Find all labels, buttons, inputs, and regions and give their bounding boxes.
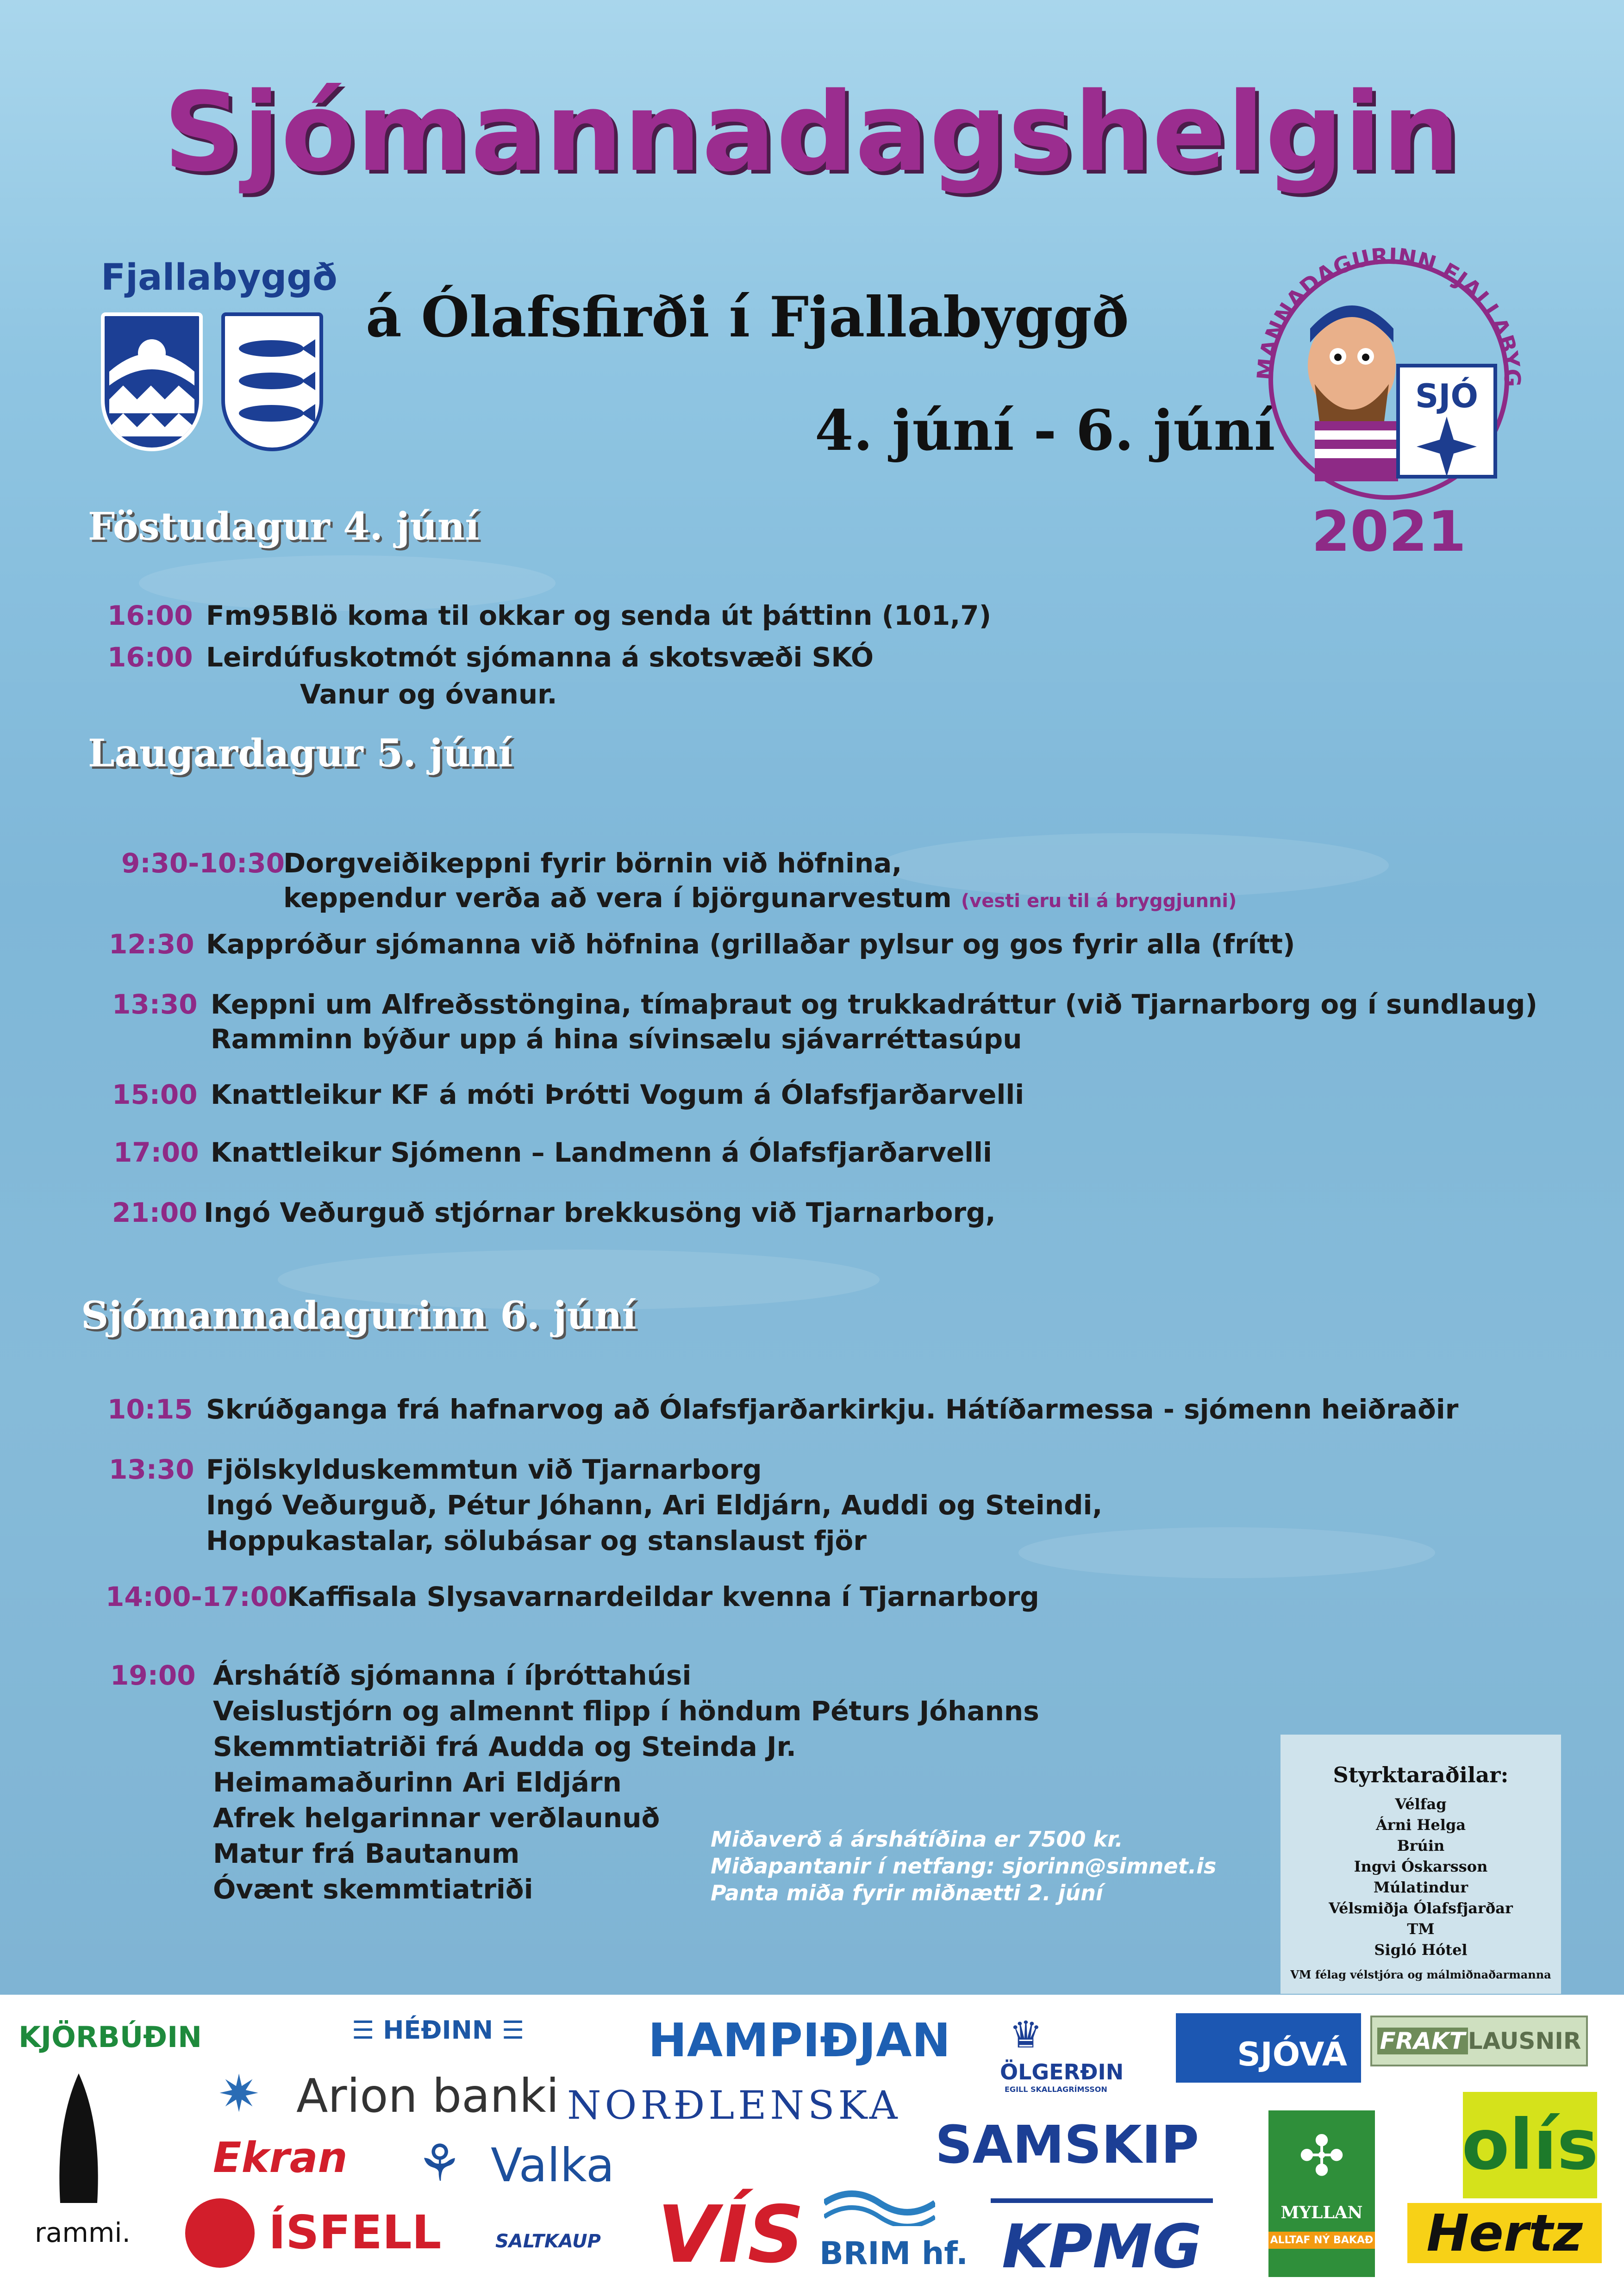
event-text: Fm95Blö koma til okkar og senda út þáttinn (101,7) (206, 600, 992, 631)
logo-frakt-text: FRAKT (1377, 2028, 1468, 2054)
event-text: Fjölskylduskemmtun við Tjarnarborg (206, 1454, 762, 1485)
day-heading-sunday: Sjómannadagurinn 6. júní (81, 1294, 637, 1338)
logo-kpmg: KPMG (991, 2198, 1213, 2282)
event-time: 9:30-10:30 (121, 847, 285, 879)
event-text: Óvænt skemmtiatriði (213, 1873, 533, 1905)
sponsor-item: TM (1407, 1920, 1435, 1938)
event-text: Kaffisala Slysavarnardeildar kvenna í Tjarnarborg (287, 1581, 1039, 1612)
municipality-name: Fjallabyggð (101, 257, 337, 299)
emblem-arc-text: MANNADAGURINN FJALLABYG (1252, 243, 1525, 387)
event-text: Keppni um Alfreðsstöngina, tímaþraut og trukkadráttur (við Tjarnarborg og í sundlaug) (211, 989, 1537, 1020)
event-text: Veislustjórn og almennt flipp í höndum Péturs Jóhanns (213, 1695, 1039, 1727)
sponsor-item: Sigló Hótel (1374, 1941, 1468, 1959)
sponsor-list (1280, 1735, 1561, 1994)
logo-kjorbudin: KJÖRBÚÐIN (19, 2020, 202, 2054)
event-note: (vesti eru til á bryggjunni) (961, 890, 1237, 912)
ticket-info (711, 1826, 1216, 1906)
event-text: Knattleikur Sjómenn – Landmenn á Ólafsfjarðarvelli (211, 1137, 992, 1168)
event-time: 16:00 (107, 600, 193, 631)
event-text: Vanur og óvanur. (300, 678, 557, 710)
logo-hertz: Hertz (1407, 2203, 1602, 2263)
event-text-line: keppendur verða að vera í björgunarvestum (283, 882, 952, 914)
event-time: 13:30 (112, 989, 198, 1020)
festival-emblem-logo (1245, 227, 1532, 579)
sponsor-item: Brúin (1397, 1837, 1445, 1854)
sponsor-heading: Styrktaraðilar: (1333, 1762, 1509, 1787)
event-text: Ingó Veðurguð, Pétur Jóhann, Ari Eldjárn, Auddi og Steindi, (206, 1489, 1103, 1521)
ticket-deadline: Panta miða fyrir miðnætti 2. júní (711, 1880, 1103, 1905)
event-text: Skrúðganga frá hafnarvog að Ólafsfjarðarkirkju. Hátíðarmessa - sjómenn heiðraðir (206, 1394, 1459, 1425)
logo-valka: Valka (491, 2138, 615, 2192)
logo-hedinn-text: HÉÐINN (383, 2016, 493, 2045)
logo-samskip: SAMSKIP (935, 2115, 1199, 2175)
sponsor-footer: VM félag vélstjóra og málmiðnaðarmanna (1290, 1968, 1551, 1981)
logo-fraktlausnir (1370, 2016, 1588, 2066)
logo-ekran: Ekran (213, 2134, 348, 2182)
sponsor-item: Árni Helga (1375, 1816, 1466, 1834)
logo-olis: olís (1463, 2092, 1597, 2198)
logo-rammi: rammi. (35, 2217, 131, 2248)
logo-sjova: SJÓVÁ (1176, 2013, 1361, 2083)
crown-icon: ♛ (1009, 2013, 1043, 2056)
event-text: Kappróður sjómanna við höfnina (grillaðar pylsur og gos fyrir alla (frítt) (206, 928, 1295, 960)
logo-myllan-text: MYLLAN (1280, 2203, 1363, 2222)
event-text: Ingó Veðurguð stjórnar brekkusöng við Tjarnarborg, (204, 1197, 996, 1228)
event-time: 10:15 (107, 1394, 193, 1425)
logo-hampidjan: HAMPIÐJAN (648, 2013, 951, 2067)
event-text: Dorgveiðikeppni fyrir börnin við höfnina, (283, 847, 902, 879)
event-text: Leirdúfuskotmót sjómanna á skotsvæði SKÓ (206, 641, 874, 673)
event-text: Knattleikur KF á móti Þrótti Vogum á Ólafsfjarðarvelli (211, 1079, 1024, 1110)
windmill-icon: ✣ (1298, 2124, 1345, 2189)
logo-myllan (1268, 2110, 1375, 2277)
arion-star-icon: ✷ (218, 2064, 261, 2123)
logo-vis: VÍS (657, 2189, 805, 2281)
logo-lausnir-text: LAUSNIR (1468, 2028, 1581, 2054)
event-text: Afrek helgarinnar verðlaunuð (213, 1802, 660, 1834)
logo-myllan-sub: ALLTAF NÝ BAKAÐ (1268, 2232, 1375, 2249)
event-time: 15:00 (112, 1079, 198, 1110)
event-time: 21:00 (112, 1197, 198, 1228)
event-time: 12:30 (109, 928, 194, 960)
rammi-ship-icon (51, 2069, 106, 2208)
event-text: Ramminn býður upp á hina sívinsælu sjávarréttasúpu (211, 1023, 1022, 1055)
day-heading-saturday: Laugardagur 5. júní (88, 731, 513, 776)
event-text: Matur frá Bautanum (213, 1838, 520, 1869)
ticket-price: Miðaverð á árshátíðina er 7500 kr. (711, 1827, 1123, 1852)
event-text: Heimamaðurinn Ari Eldjárn (213, 1767, 622, 1798)
emblem-letters: SJÓ (1415, 377, 1478, 415)
logo-saltkaup: SALTKAUP (495, 2231, 601, 2252)
subtitle-location: á Ólafsfirði í Fjallabyggð (366, 285, 1129, 350)
logo-olgerdin: ÖLGERÐIN (1000, 2060, 1124, 2084)
coat-of-arms-fish-icon (221, 312, 323, 451)
event-text (283, 879, 1237, 920)
sponsor-item: Múlatindur (1373, 1879, 1468, 1896)
event-time: 14:00-17:00 (106, 1581, 288, 1612)
logo-brim: BRIM hf. (819, 2235, 968, 2272)
event-text: Árshátíð sjómanna í íþróttahúsi (213, 1660, 692, 1691)
sponsor-logos-strip (0, 1995, 1624, 2296)
event-time: 19:00 (110, 1660, 196, 1691)
sponsor-item: Vélfag (1395, 1795, 1447, 1813)
event-time: 16:00 (107, 641, 193, 673)
sponsor-item: Ingvi Óskarsson (1354, 1858, 1488, 1875)
event-dates: 4. júní - 6. júní (815, 398, 1275, 463)
brim-wave-icon (824, 2184, 935, 2226)
event-text: Hoppukastalar, sölubásar og stanslaust fjör (206, 1525, 867, 1556)
event-time: 13:30 (109, 1454, 194, 1485)
water-ripple (1018, 1527, 1435, 1578)
logo-nordlenska: NORÐLENSKA (567, 2083, 901, 2128)
logo-hedinn: ☰ HÉÐINN ☰ (352, 2016, 525, 2045)
ticket-email: Miðapantanir í netfang: sjorinn@simnet.is (711, 1854, 1217, 1879)
coat-of-arms-mountains-icon (101, 312, 203, 451)
logo-arion: Arion banki (296, 2069, 559, 2123)
page-title: Sjómannadagshelgin (163, 69, 1461, 196)
logo-isfell: ÍSFELL (269, 2205, 442, 2259)
day-heading-friday: Föstudagur 4. júní (88, 504, 480, 549)
valka-icon: ⚘ (417, 2134, 462, 2193)
event-text: Skemmtiatriði frá Audda og Steinda Jr. (213, 1731, 796, 1762)
logo-olgerdin-sub: EGILL SKALLAGRÍMSSON (1005, 2085, 1107, 2094)
isfell-icon (185, 2198, 255, 2268)
sponsor-item: Vélsmiðja Ólafsfjarðar (1329, 1899, 1513, 1917)
municipality-block (101, 257, 337, 451)
emblem-year: 2021 (1312, 500, 1466, 564)
event-time: 17:00 (113, 1137, 199, 1168)
